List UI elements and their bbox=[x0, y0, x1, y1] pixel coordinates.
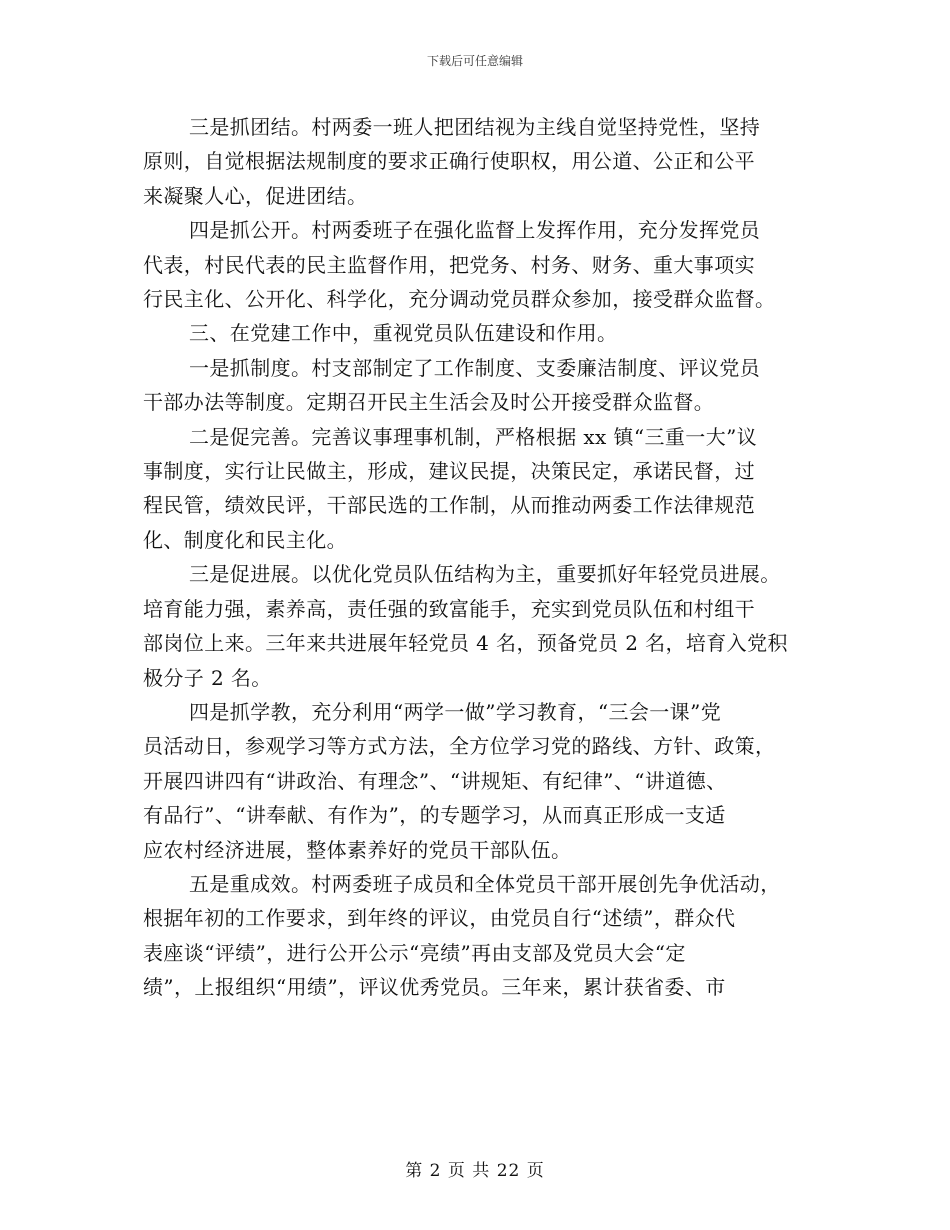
paragraph-line: 三是抓团结。村两委一班人把团结视为主线自觉坚持党性，坚持 bbox=[189, 115, 761, 139]
paragraph bbox=[143, 695, 808, 867]
paragraph-line: 代表，村民代表的民主监督作用，把党务、村务、财务、重大事项实 bbox=[143, 252, 755, 277]
paragraph-line: 部岗位上来。三年来共进展年轻党员 4 名，预备党员 2 名，培育入党积 bbox=[143, 631, 788, 656]
paragraph-line: 原则，自觉根据法规制度的要求正确行使职权，用公道、公正和公平 bbox=[143, 149, 755, 174]
paragraph-line: 四是抓公开。村两委班子在强化监督上发挥作用，充分发挥党员 bbox=[189, 218, 761, 243]
page-header: 下载后可任意编辑 bbox=[426, 54, 523, 68]
paragraph-line: 员活动日，参观学习等方式方法，全方位学习党的路线、方针、政策， bbox=[143, 734, 776, 759]
paragraph-line: 化、制度化和民主化。 bbox=[143, 527, 347, 552]
paragraph bbox=[143, 867, 808, 1005]
paragraph bbox=[143, 110, 808, 213]
paragraph bbox=[143, 351, 808, 420]
paragraph-line: 培育能力强，素养高，责任强的致富能手，充实到党员队伍和村组干 bbox=[143, 596, 755, 621]
paragraph bbox=[143, 420, 808, 558]
paragraph-line: 一是抓制度。村支部制定了工作制度、支委廉洁制度、评议党员 bbox=[189, 355, 761, 380]
paragraph-line: 二是促完善。完善议事理事机制，严格根据 xx 镇“三重一大”议 bbox=[189, 424, 758, 449]
paragraph-line: 四是抓学教，充分利用“两学一做”学习教育，“三会一课”党 bbox=[189, 699, 722, 724]
paragraph-line: 极分子 2 名。 bbox=[143, 665, 272, 690]
paragraph-line: 应农村经济进展，整体素养好的党员干部队伍。 bbox=[143, 837, 572, 862]
paragraph-line: 开展四讲四有“讲政治、有理念”、“讲规矩、有纪律”、“讲道德、 bbox=[143, 768, 727, 793]
paragraph-line: 根据年初的工作要求，到年终的评议，由党员自行“述绩”，群众代 bbox=[143, 906, 736, 931]
paragraph-line: 表座谈“评绩”，进行公开公示“亮绩”再由支部及党员大会“定 bbox=[143, 940, 686, 965]
paragraph-line: 程民管，绩效民评，干部民选的工作制，从而推动两委工作法律规范 bbox=[143, 493, 755, 518]
paragraph-line: 五是重成效。村两委班子成员和全体党员干部开展创先争优活动， bbox=[189, 871, 781, 896]
paragraph-line: 有品行”、“讲奉献、有作为”，的专题学习，从而真正形成一支适 bbox=[143, 803, 726, 828]
paragraph-line: 绩”，上报组织“用绩”，评议优秀党员。三年来，累计获省委、市 bbox=[143, 975, 726, 1000]
paragraph bbox=[143, 213, 808, 316]
paragraph-line: 行民主化、公开化、科学化，充分调动党员群众参加，接受群众监督。 bbox=[143, 287, 776, 312]
paragraph-line: 三是促进展。以优化党员队伍结构为主，重要抓好年轻党员进展。 bbox=[189, 562, 781, 587]
paragraph bbox=[143, 316, 808, 350]
paragraph-line: 三、在党建工作中，重视党员队伍建设和作用。 bbox=[189, 321, 618, 346]
page-number: 第 2 页 共 22 页 bbox=[405, 1161, 545, 1181]
paragraph bbox=[143, 557, 808, 695]
document-body bbox=[143, 110, 808, 1005]
paragraph-line: 来凝聚人心，促进团结。 bbox=[143, 183, 368, 208]
paragraph-line: 干部办法等制度。定期召开民主生活会及时公开接受群众监督。 bbox=[143, 390, 715, 415]
paragraph-line: 事制度，实行让民做主，形成，建议民提，决策民定，承诺民督，过 bbox=[143, 459, 755, 484]
